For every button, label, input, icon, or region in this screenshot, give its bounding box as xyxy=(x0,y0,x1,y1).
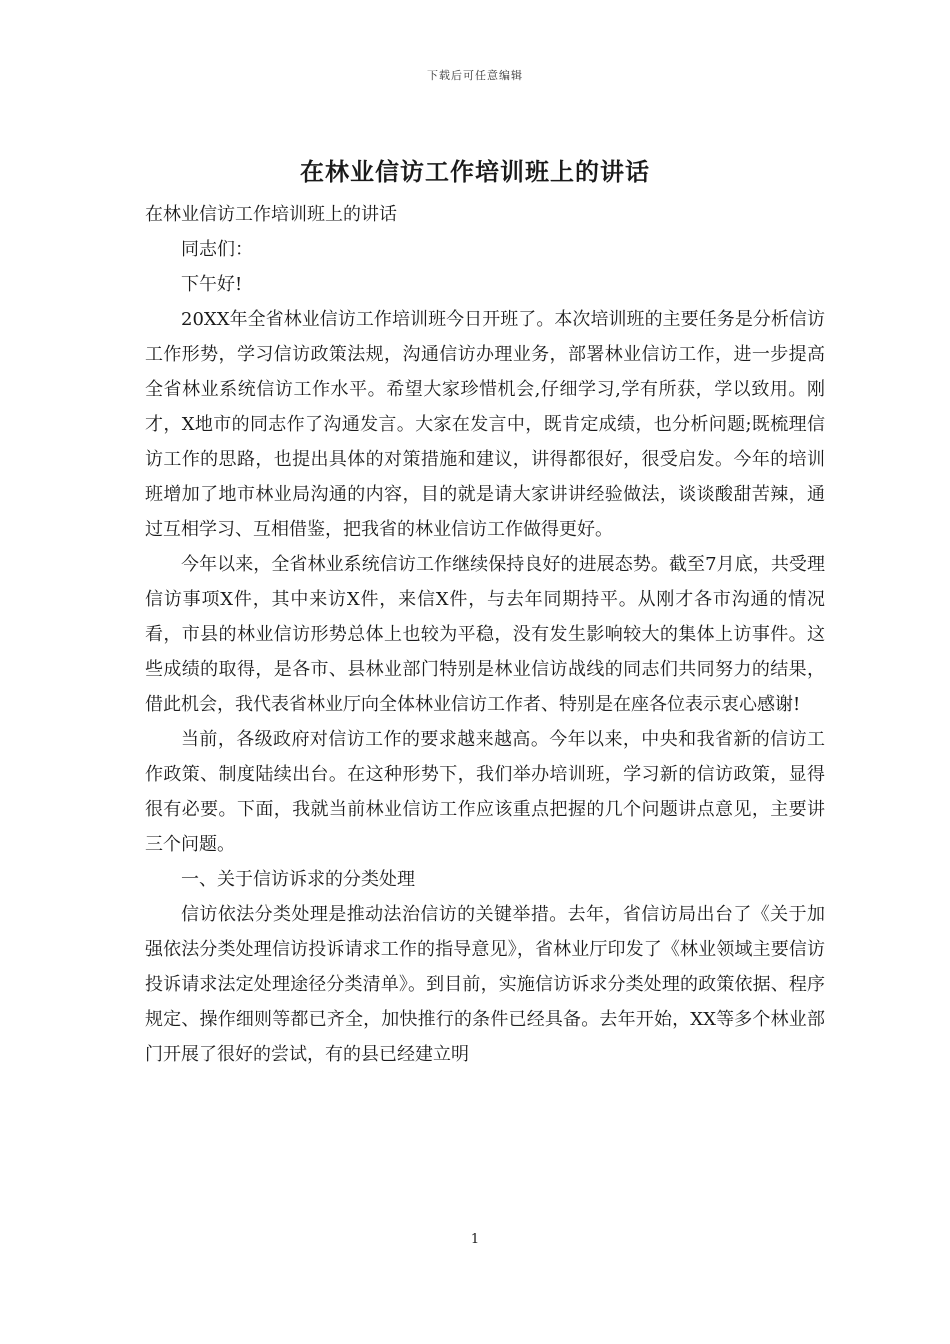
header-note: 下载后可任意编辑 xyxy=(427,69,523,82)
section-heading: 一、关于信访诉求的分类处理 xyxy=(181,869,415,890)
document-title: 在林业信访工作培训班上的讲话 xyxy=(300,157,650,186)
page-number: 1 xyxy=(470,1232,480,1247)
paragraph: 20XX年全省林业信访工作培训班今日开班了。本次培训班的主要任务是分析信访工作形势，学习信访政策法规，沟通信访办理业务，部署林业信访工作，进一步提高全省林业系统信访工作水平。希望大家珍惜机会,仔细学习,学有所获，学以致用。刚才，X地市的同志作了沟通发言。大家在发言中，既肯定成绩，也分析问题;既梳理信访工作的思路，也提出具体的对策措施和建议，讲得都很好，很受启发。今年的培训班增加了地市林业局沟通的内容，目的就是请大家讲讲经验做法，谈谈酸甜苦辣，通过互相学习、互相借鉴，把我省的林业信访工作做得更好。 xyxy=(145,309,825,540)
paragraph: 信访依法分类处理是推动法治信访的关键举措。去年，省信访局出台了《关于加强依法分类处理信访投诉请求工作的指导意见》，省林业厅印发了《林业领域主要信访投诉请求法定处理途径分类清单》。到目前，实施信访诉求分类处理的政策依据、程序规定、操作细则等都已齐全，加快推行的条件已经具备。去年开始，XX等多个林业部门开展了很好的尝试，有的县已经建立明 xyxy=(145,904,825,1065)
paragraph-subtitle: 在林业信访工作培训班上的讲话 xyxy=(145,204,397,225)
paragraph: 当前，各级政府对信访工作的要求越来越高。今年以来，中央和我省新的信访工作政策、制度陆续出台。在这种形势下，我们举办培训班，学习新的信访政策，显得很有必要。下面，我就当前林业信访工作应该重点把握的几个问题讲点意见，主要讲三个问题。 xyxy=(145,729,825,855)
paragraph-greeting: 下午好! xyxy=(181,274,243,295)
paragraph: 今年以来，全省林业系统信访工作继续保持良好的进展态势。截至7月底，共受理信访事项X件，其中来访X件，来信X件，与去年同期持平。从刚才各市沟通的情况看，市县的林业信访形势总体上也较为平稳，没有发生影响较大的集体上访事件。这些成绩的取得，是各市、县林业部门特别是林业信访战线的同志们共同努力的结果，借此机会，我代表省林业厅向全体林业信访工作者、特别是在座各位表示衷心感谢! xyxy=(145,554,825,715)
paragraph-salutation: 同志们： xyxy=(181,239,253,260)
document-body xyxy=(145,197,825,1072)
